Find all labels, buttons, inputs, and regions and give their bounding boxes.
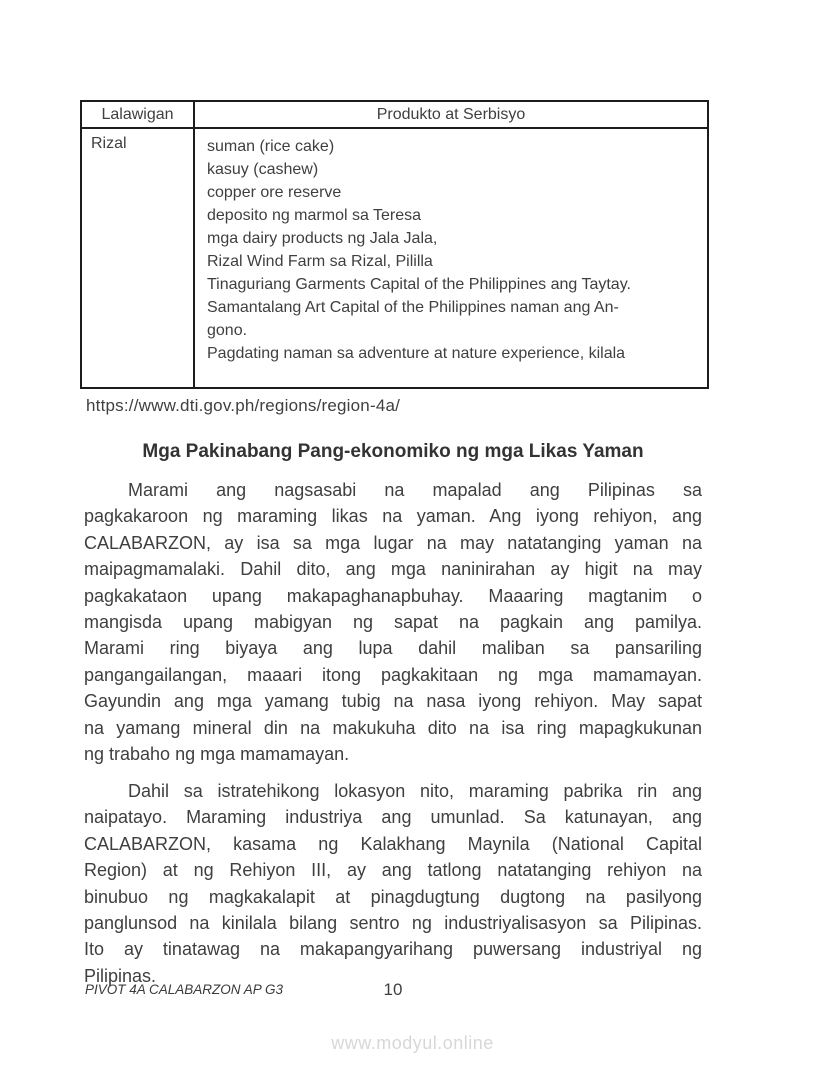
paragraph-line: binubuo ng magkakalapit at pinagdugtung dugtong na pasilyong (84, 886, 702, 907)
product-line: Samantalang Art Capital of the Philippines naman ang An- (207, 299, 619, 316)
paragraph-line: pangangailangan, maaari itong pagkakitaan ng mga mamamayan. (84, 664, 702, 685)
footer-module-label: PIVOT 4A CALABARZON AP G3 (85, 982, 284, 997)
table-header-row (81, 101, 708, 128)
product-line: deposito ng marmol sa Teresa (207, 207, 422, 224)
product-line: Tinaguriang Garments Capital of the Philippines ang Taytay. (207, 276, 631, 293)
source-url: https://www.dti.gov.ph/regions/region-4a/ (86, 396, 401, 415)
products-table (80, 100, 709, 389)
product-line: mga dairy products ng Jala Jala, (207, 230, 438, 247)
paragraph-line: panglunsod na kinilala bilang sentro ng industriyalisasyon sa Pilipinas. (84, 913, 702, 934)
paragraph-line: Marami ring biyaya ang lupa dahil maliban sa pansariling (84, 638, 702, 659)
paragraph-line: ng trabaho ng mga mamamayan. (84, 744, 350, 765)
paragraph-line: naipatayo. Maraming industriya ang umunlad. Sa katunayan, ang (84, 807, 702, 828)
paragraph-line: pagkakataon upang makapaghanapbuhay. Maaaring magtanim o (84, 585, 702, 606)
table-header-produkto: Produkto at Serbisyo (194, 101, 708, 128)
paragraph-line: Region) at ng Rehiyon III, ay ang tatlong natatanging rehiyon na (84, 860, 702, 881)
paragraph-line: pagkakaroon ng maraming likas na yaman. Ang iyong rehiyon, ang (84, 506, 702, 527)
paragraph-line: maipagmamalaki. Dahil dito, ang mga naninirahan ay higit na may (84, 559, 702, 580)
paragraph-line: Ito ay tinatawag na makapangyarihang puwersang industriyal ng (84, 939, 702, 960)
product-line: gono. (207, 322, 248, 339)
paragraph-line: Dahil sa istratehikong lokasyon nito, maraming pabrika rin ang (128, 781, 702, 801)
paragraph-line: Pilipinas. (84, 965, 157, 986)
table-row (81, 128, 708, 388)
page-number: 10 (383, 980, 403, 999)
province-cell: Rizal (81, 128, 194, 388)
product-line: Rizal Wind Farm sa Rizal, Pililla (207, 253, 433, 270)
table-header-lalawigan: Lalawigan (81, 101, 194, 128)
product-line: Pagdating naman sa adventure at nature experience, kilala (207, 345, 626, 362)
product-line: suman (rice cake) (207, 138, 335, 155)
paragraph-line: Marami ang nagsasabi na mapalad ang Pilipinas sa (128, 480, 702, 500)
product-line: copper ore reserve (207, 184, 342, 201)
products-cell (194, 128, 708, 388)
paragraph-line: CALABARZON, kasama ng Kalakhang Maynila (National Capital (84, 833, 702, 854)
paragraph-line: Gayundin ang mga yamang tubig na nasa iyong rehiyon. May sapat (84, 691, 702, 712)
paragraph-line: CALABARZON, ay isa sa mga lugar na may natatanging yaman na (84, 532, 702, 553)
paragraph-line: mangisda upang mabigyan ng sapat na pagkain ang pamilya. (84, 612, 702, 633)
paragraph-2 (84, 778, 702, 989)
product-line: kasuy (cashew) (207, 161, 319, 178)
section-heading: Mga Pakinabang Pang-ekonomiko ng mga Likas Yaman (142, 441, 644, 462)
paragraph-line: na yamang mineral din na makukuha dito na isa ring mapagkukunan (84, 717, 702, 738)
watermark: www.modyul.online (331, 1033, 494, 1053)
paragraph-1 (84, 477, 702, 767)
